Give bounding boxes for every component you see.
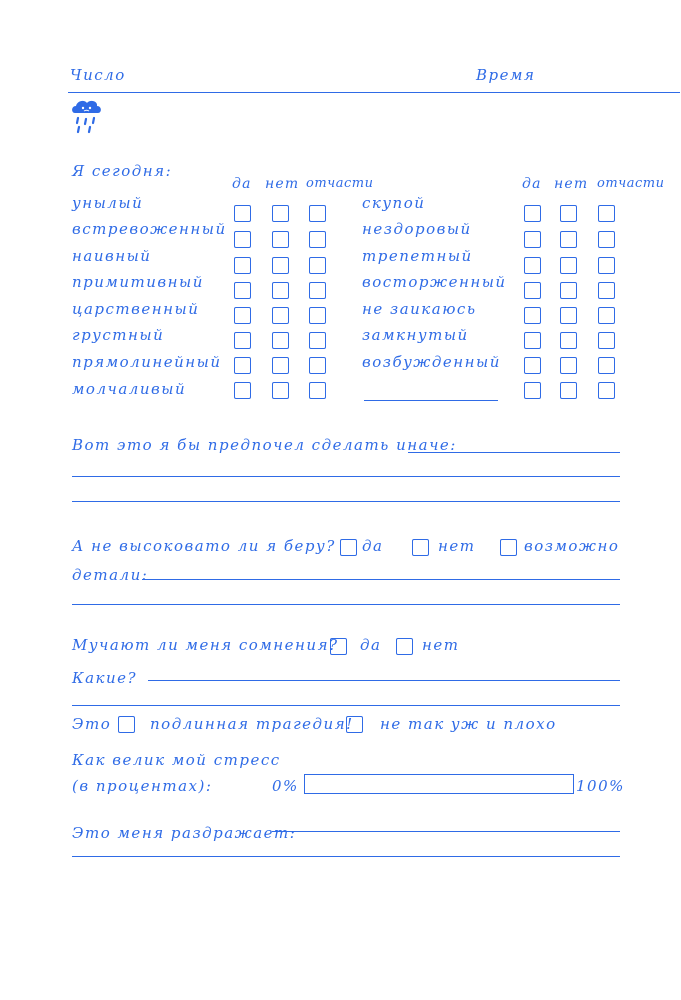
mood-item-left: царственный (72, 300, 200, 318)
mood-left-yes-checkbox[interactable] (234, 382, 251, 399)
column-header-partly-left: отчасти (306, 176, 374, 191)
mood-right-partly-checkbox[interactable] (598, 332, 615, 349)
stress-max-label: 100% (576, 777, 625, 795)
doubts-yes-checkbox[interactable] (330, 638, 347, 655)
mood-left-yes-checkbox[interactable] (234, 282, 251, 299)
mood-right-yes-checkbox[interactable] (524, 205, 541, 222)
mood-left-no-checkbox[interactable] (272, 307, 289, 324)
mood-left-partly-checkbox[interactable] (309, 205, 326, 222)
mood-right-partly-checkbox[interactable] (598, 357, 615, 374)
which-answer-line[interactable] (72, 705, 620, 706)
column-header-no-right: нет (554, 176, 589, 192)
which-answer-line[interactable] (148, 680, 620, 681)
prefer-label: Вот это я бы предпочел сделать иначе: (72, 436, 457, 454)
not-so-bad-label: не так уж и плохо (380, 715, 557, 733)
mood-item-right: замкнутый (362, 326, 469, 344)
mood-left-no-checkbox[interactable] (272, 332, 289, 349)
mood-left-yes-checkbox[interactable] (234, 332, 251, 349)
mood-right-no-checkbox[interactable] (560, 282, 577, 299)
mood-left-no-checkbox[interactable] (272, 205, 289, 222)
mood-right-partly-checkbox[interactable] (598, 257, 615, 274)
aim-yes-checkbox[interactable] (340, 539, 357, 556)
mood-right-partly-checkbox[interactable] (598, 282, 615, 299)
mood-item-left: унылый (72, 194, 144, 212)
aim-no-label: нет (438, 537, 476, 555)
annoy-answer-line[interactable] (272, 831, 620, 832)
mood-right-no-checkbox[interactable] (560, 382, 577, 399)
mood-right-no-checkbox[interactable] (560, 357, 577, 374)
which-label: Какие? (72, 669, 138, 687)
mood-right-yes-checkbox[interactable] (524, 282, 541, 299)
mood-left-partly-checkbox[interactable] (309, 307, 326, 324)
aim-maybe-label: возможно (524, 537, 620, 555)
column-header-yes-left: да (232, 176, 252, 192)
mood-left-partly-checkbox[interactable] (309, 231, 326, 248)
date-label: Число (70, 66, 126, 84)
mood-item-right: нездоровый (362, 220, 472, 238)
mood-item-left: примитивный (72, 273, 204, 291)
doubts-no-label: нет (422, 636, 460, 654)
doubts-no-checkbox[interactable] (396, 638, 413, 655)
stress-min-label: 0% (272, 777, 299, 795)
rain-cloud-icon (70, 98, 104, 138)
tragedy-label: подлинная трагедия! (150, 715, 354, 733)
aim-yes-label: да (362, 537, 384, 555)
mood-right-no-checkbox[interactable] (560, 257, 577, 274)
aim-maybe-checkbox[interactable] (500, 539, 517, 556)
mood-left-yes-checkbox[interactable] (234, 357, 251, 374)
mood-left-yes-checkbox[interactable] (234, 307, 251, 324)
custom-mood-line[interactable] (364, 400, 498, 401)
doubts-yes-label: да (360, 636, 382, 654)
mood-right-yes-checkbox[interactable] (524, 357, 541, 374)
mood-item-left: встревоженный (72, 220, 227, 238)
mood-right-no-checkbox[interactable] (560, 231, 577, 248)
mood-left-yes-checkbox[interactable] (234, 231, 251, 248)
mood-right-no-checkbox[interactable] (560, 205, 577, 222)
tragedy-prefix: Это (72, 715, 112, 733)
mood-right-no-checkbox[interactable] (560, 307, 577, 324)
mood-item-right: скупой (362, 194, 426, 212)
prefer-answer-line[interactable] (408, 452, 620, 453)
column-header-yes-right: да (522, 176, 542, 192)
tragedy-checkbox[interactable] (118, 716, 135, 733)
mood-left-partly-checkbox[interactable] (309, 332, 326, 349)
mood-left-partly-checkbox[interactable] (309, 257, 326, 274)
mood-item-left: молчаливый (72, 380, 187, 398)
mood-item-left: грустный (72, 326, 165, 344)
mood-item-right: трепетный (362, 247, 473, 265)
stress-scale-bar[interactable] (304, 774, 574, 794)
details-answer-line[interactable] (72, 604, 620, 605)
prefer-answer-line[interactable] (72, 476, 620, 477)
mood-left-no-checkbox[interactable] (272, 382, 289, 399)
prefer-answer-line[interactable] (72, 501, 620, 502)
mood-right-yes-checkbox[interactable] (524, 332, 541, 349)
mood-item-right: восторженный (362, 273, 507, 291)
mood-item-right: возбужденный (362, 353, 501, 371)
details-label: детали: (72, 566, 149, 584)
mood-right-yes-checkbox[interactable] (524, 231, 541, 248)
mood-right-partly-checkbox[interactable] (598, 307, 615, 324)
mood-right-partly-checkbox[interactable] (598, 231, 615, 248)
not-so-bad-checkbox[interactable] (346, 716, 363, 733)
today-title: Я сегодня: (72, 162, 173, 180)
mood-item-left: прямолинейный (72, 353, 222, 371)
aim-question: А не высоковато ли я беру? (72, 537, 336, 555)
mood-item-left: наивный (72, 247, 152, 265)
column-header-no-left: нет (265, 176, 300, 192)
annoy-label: Это меня раздражает: (72, 824, 297, 842)
details-answer-line[interactable] (142, 579, 620, 580)
stress-label-line1: Как велик мой стресс (72, 751, 281, 769)
mood-right-partly-checkbox[interactable] (598, 382, 615, 399)
mood-left-partly-checkbox[interactable] (309, 282, 326, 299)
aim-no-checkbox[interactable] (412, 539, 429, 556)
mood-left-no-checkbox[interactable] (272, 357, 289, 374)
header-rule (68, 92, 680, 93)
mood-left-no-checkbox[interactable] (272, 282, 289, 299)
column-header-partly-right: отчасти (597, 176, 665, 191)
mood-right-partly-checkbox[interactable] (598, 205, 615, 222)
stress-label-line2: (в процентах): (72, 777, 213, 795)
mood-left-yes-checkbox[interactable] (234, 257, 251, 274)
mood-left-yes-checkbox[interactable] (234, 205, 251, 222)
mood-left-partly-checkbox[interactable] (309, 382, 326, 399)
annoy-answer-line[interactable] (72, 856, 620, 857)
mood-right-no-checkbox[interactable] (560, 332, 577, 349)
time-label: Время (476, 66, 536, 84)
mood-left-no-checkbox[interactable] (272, 257, 289, 274)
mood-item-right: не заикаюсь (362, 300, 477, 318)
mood-left-no-checkbox[interactable] (272, 231, 289, 248)
mood-left-partly-checkbox[interactable] (309, 357, 326, 374)
mood-right-yes-checkbox[interactable] (524, 307, 541, 324)
doubts-question: Мучают ли меня сомнения? (72, 636, 339, 654)
mood-right-yes-checkbox[interactable] (524, 257, 541, 274)
mood-right-yes-checkbox[interactable] (524, 382, 541, 399)
